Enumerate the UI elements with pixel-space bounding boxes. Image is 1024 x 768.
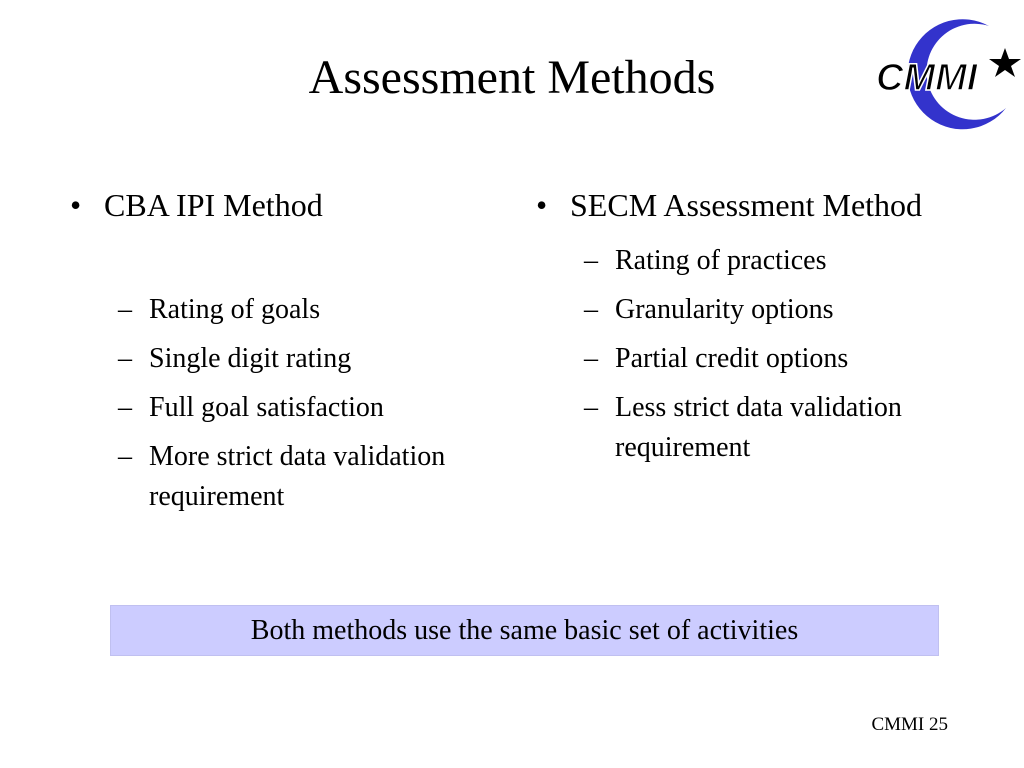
dash-icon: –	[118, 294, 132, 325]
cmmi-logo-icon	[868, 12, 1024, 132]
list-item-text: Rating of goals	[149, 294, 321, 325]
list-item-text: Less strict data validation requirement	[615, 392, 902, 463]
dash-icon: –	[584, 294, 598, 325]
right-heading	[530, 183, 950, 228]
slide-title: Assessment Methods	[308, 51, 716, 104]
dash-icon: –	[584, 392, 598, 423]
list-item	[530, 388, 950, 468]
right-column	[530, 183, 950, 477]
left-sub-list	[64, 290, 484, 517]
star-icon	[989, 48, 1021, 77]
svg-text:CMMI: CMMI	[876, 57, 978, 99]
dash-icon: –	[118, 392, 132, 423]
right-heading-text: SECM Assessment Method	[570, 187, 923, 223]
left-heading-text: CBA IPI Method	[104, 187, 323, 223]
list-item	[64, 290, 484, 330]
slide-footer: CMMI 25	[871, 714, 948, 735]
list-item-text: Granularity options	[615, 294, 834, 325]
dash-icon: –	[118, 441, 132, 472]
list-item-text: Single digit rating	[149, 343, 352, 374]
list-item	[64, 339, 484, 379]
list-item-text: Rating of practices	[615, 245, 827, 276]
list-item-text: More strict data validation requirement	[149, 441, 446, 512]
list-item-text: Partial credit options	[615, 343, 849, 374]
dash-icon: –	[584, 245, 598, 276]
list-item-text: Full goal satisfaction	[149, 392, 384, 423]
right-sub-list	[530, 241, 950, 468]
list-item	[530, 241, 950, 281]
cmmi-logo	[868, 12, 1024, 132]
bullet-icon: •	[536, 187, 548, 223]
list-item	[530, 290, 950, 330]
dash-icon: –	[584, 343, 598, 374]
bullet-icon: •	[70, 187, 82, 223]
list-item	[64, 388, 484, 428]
left-column	[64, 183, 484, 526]
list-item	[530, 339, 950, 379]
dash-icon: –	[118, 343, 132, 374]
list-item	[64, 437, 484, 517]
left-heading	[64, 183, 484, 228]
summary-callout: Both methods use the same basic set of activities	[110, 605, 939, 656]
